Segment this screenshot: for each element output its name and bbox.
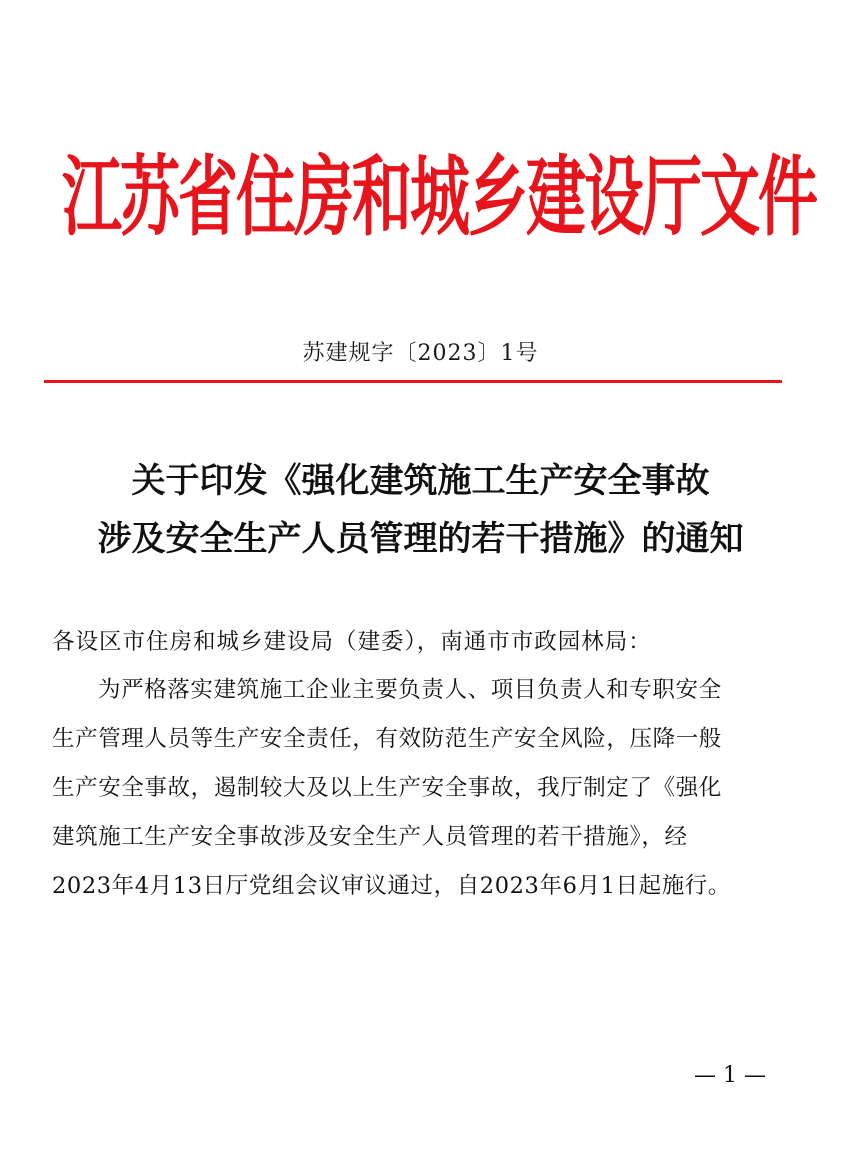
red-divider-line xyxy=(44,380,782,383)
body-paragraph xyxy=(52,666,792,911)
body-line-3: 生产安全事故，遏制较大及以上生产安全事故，我厅制定了《强化 xyxy=(52,775,722,801)
recipient-line: 各设区市住房和城乡建设局（建委），南通市市政园林局： xyxy=(52,629,652,655)
notice-title xyxy=(40,452,801,568)
document-number: 苏建规字〔2023〕1号 xyxy=(302,341,539,366)
body-line-5: 2023年4月13日厅党组会议审议通过，自2023年6月1日起施行。 xyxy=(52,873,731,899)
issuer-header-title: 江苏省住房和城乡建设厅文件 xyxy=(62,147,816,249)
notice-title-line-2: 涉及安全生产人员管理的若干措施》的通知 xyxy=(97,519,744,559)
body-line-1: 为严格落实建筑施工企业主要负责人、项目负责人和专职安全 xyxy=(98,677,722,703)
body-line-2: 生产管理人员等生产安全责任，有效防范生产安全风险，压降一般 xyxy=(52,726,722,752)
notice-title-line-1: 关于印发《强化建筑施工生产安全事故 xyxy=(131,461,710,501)
page-number: — 1 — xyxy=(694,1063,766,1088)
body-line-4: 建筑施工生产安全事故涉及安全生产人员管理的若干措施》，经 xyxy=(52,824,688,850)
